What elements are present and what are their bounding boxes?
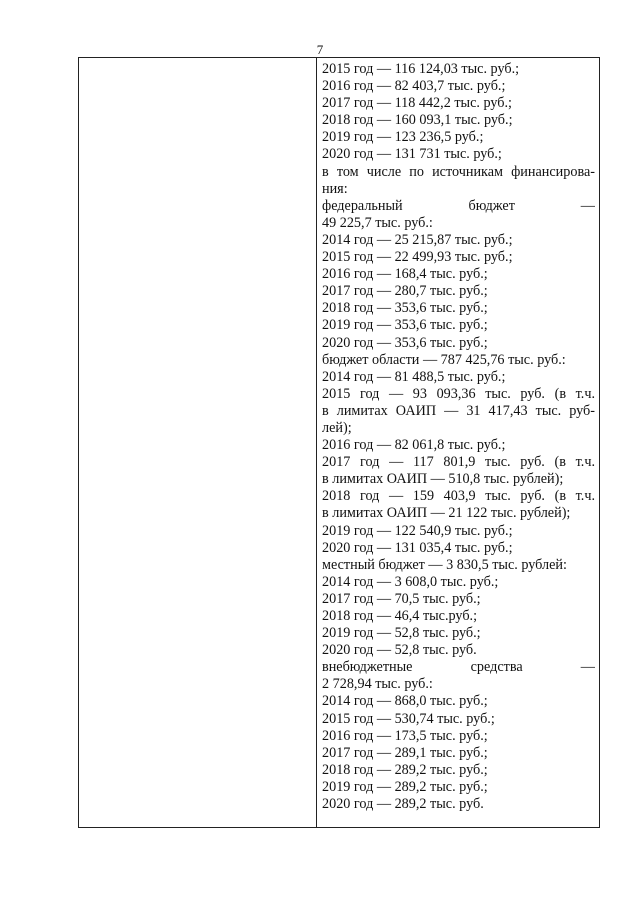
funding-line: 2020 год — 289,2 тыс. руб. bbox=[322, 796, 484, 813]
funding-line: федеральный бюджет — bbox=[322, 197, 595, 214]
funding-line: 2014 год — 25 215,87 тыс. руб.; bbox=[322, 231, 513, 248]
funding-line: 2018 год — 353,6 тыс. руб.; bbox=[322, 300, 488, 317]
funding-line: 2016 год — 82 061,8 тыс. руб.; bbox=[322, 437, 506, 454]
funding-line: 2019 год — 122 540,9 тыс. руб.; bbox=[322, 522, 513, 539]
funding-line: 49 225,7 тыс. руб.: bbox=[322, 214, 433, 231]
funding-line: 2016 год — 168,4 тыс. руб.; bbox=[322, 266, 488, 283]
table-right-cell bbox=[317, 58, 599, 827]
funding-line: 2020 год — 131 035,4 тыс. руб.; bbox=[322, 539, 513, 556]
funding-line: 2018 год — 289,2 тыс. руб.; bbox=[322, 761, 488, 778]
funding-line: 2015 год — 530,74 тыс. руб.; bbox=[322, 710, 495, 727]
funding-line: 2015 год — 93 093,36 тыс. руб. (в т.ч. bbox=[322, 385, 595, 402]
funding-line: 2020 год — 131 731 тыс. руб.; bbox=[322, 146, 502, 163]
funding-line: 2019 год — 353,6 тыс. руб.; bbox=[322, 317, 488, 334]
funding-line: 2017 год — 70,5 тыс. руб.; bbox=[322, 590, 481, 607]
funding-line: ния: bbox=[322, 180, 348, 197]
funding-line: 2017 год — 117 801,9 тыс. руб. (в т.ч. bbox=[322, 454, 595, 471]
funding-line: 2015 год — 116 124,03 тыс. руб.; bbox=[322, 61, 520, 77]
funding-line: 2015 год — 22 499,93 тыс. руб.; bbox=[322, 249, 513, 266]
funding-line: 2014 год — 868,0 тыс. руб.; bbox=[322, 693, 488, 710]
funding-line: 2020 год — 353,6 тыс. руб.; bbox=[322, 334, 488, 351]
funding-line: внебюджетные средства — bbox=[322, 659, 595, 676]
funding-line: 2018 год — 160 093,1 тыс. руб.; bbox=[322, 112, 513, 129]
funding-line: 2020 год — 52,8 тыс. руб. bbox=[322, 642, 477, 659]
funding-line: 2017 год — 118 442,2 тыс. руб.; bbox=[322, 95, 512, 112]
funding-line: местный бюджет — 3 830,5 тыс. рублей: bbox=[322, 556, 567, 573]
funding-line: 2014 год — 3 608,0 тыс. руб.; bbox=[322, 573, 499, 590]
funding-line: 2019 год — 123 236,5 руб.; bbox=[322, 129, 484, 146]
table-left-cell bbox=[79, 58, 317, 827]
funding-line: 2017 год — 280,7 тыс. руб.; bbox=[322, 283, 488, 300]
funding-line: лей); bbox=[322, 419, 352, 436]
funding-table bbox=[78, 57, 600, 828]
funding-line: 2 728,94 тыс. руб.: bbox=[322, 676, 433, 693]
funding-line: 2019 год — 52,8 тыс. руб.; bbox=[322, 625, 481, 642]
funding-line: в том числе по источникам финансирова- bbox=[322, 163, 595, 180]
funding-line: бюджет области — 787 425,76 тыс. руб.: bbox=[322, 351, 566, 368]
funding-line: 2019 год — 289,2 тыс. руб.; bbox=[322, 778, 488, 795]
funding-line: 2018 год — 159 403,9 тыс. руб. (в т.ч. bbox=[322, 488, 595, 505]
funding-line: 2014 год — 81 488,5 тыс. руб.; bbox=[322, 368, 506, 385]
funding-line: в лимитах ОАИП — 21 122 тыс. рублей); bbox=[322, 505, 571, 522]
funding-line: 2017 год — 289,1 тыс. руб.; bbox=[322, 744, 488, 761]
page-number: 7 bbox=[316, 42, 324, 57]
funding-line: 2016 год — 173,5 тыс. руб.; bbox=[322, 727, 488, 744]
funding-line: в лимитах ОАИП — 31 417,43 тыс. руб- bbox=[322, 402, 595, 419]
funding-line: в лимитах ОАИП — 510,8 тыс. рублей); bbox=[322, 471, 564, 488]
funding-line: 2018 год — 46,4 тыс.руб.; bbox=[322, 608, 478, 624]
funding-line: 2016 год — 82 403,7 тыс. руб.; bbox=[322, 78, 506, 95]
